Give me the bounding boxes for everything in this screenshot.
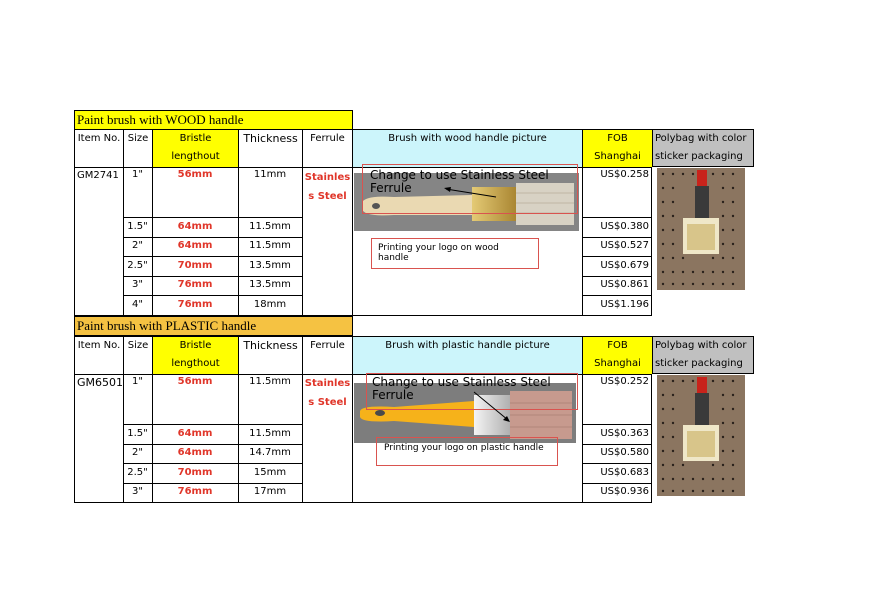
header-bristle-l2: lengthout <box>171 358 220 369</box>
header-picture: Brush with wood handle picture <box>352 129 582 167</box>
wood-thickness: 13.5mm <box>249 279 291 290</box>
header-pack-l2: sticker packaging <box>655 358 743 369</box>
wood-header-row <box>74 129 754 167</box>
wood-price: US$0.527 <box>600 240 649 251</box>
plastic-thickness: 11.5mm <box>249 428 291 439</box>
header-bristle <box>152 129 238 167</box>
wood-item-no: GM2741 <box>77 170 119 181</box>
wood-size: 1" <box>132 169 143 180</box>
plastic-packaging-image <box>657 375 745 496</box>
wood-size: 1.5" <box>127 221 148 232</box>
wood-callout-l2: Ferrule <box>370 181 412 195</box>
header-picture: Brush with plastic handle picture <box>352 336 582 374</box>
plastic-thickness: 14.7mm <box>249 447 291 458</box>
wood-section-title: Paint brush with WOOD handle <box>74 110 353 130</box>
plastic-ferrule-l2: s Steel <box>308 397 347 408</box>
plastic-price: US$0.683 <box>600 467 649 478</box>
wood-thickness: 11.5mm <box>249 240 291 251</box>
plastic-callout-l1: Change to use Stainless Steel <box>372 375 551 389</box>
header-pack-l1: Polybag with color <box>655 340 747 351</box>
header-pack-l2: sticker packaging <box>655 151 743 162</box>
wood-row <box>123 279 652 293</box>
header-thickness: Thickness <box>238 336 302 374</box>
wood-row <box>123 299 652 313</box>
header-packaging <box>652 129 754 167</box>
wood-price: US$1.196 <box>600 299 649 310</box>
header-bristle-l1: Bristle <box>179 133 212 144</box>
plastic-price: US$0.580 <box>600 447 649 458</box>
plastic-header-row <box>74 336 754 374</box>
wood-ferrule-l2: s Steel <box>308 191 347 202</box>
wood-callout-l1: Change to use Stainless Steel <box>370 168 549 182</box>
plastic-row <box>123 486 652 500</box>
wood-length: 70mm <box>177 260 213 271</box>
wood-thickness: 13.5mm <box>249 260 291 271</box>
plastic-length: 64mm <box>177 428 213 439</box>
wood-price: US$0.679 <box>600 260 649 271</box>
wood-price: US$0.380 <box>600 221 649 232</box>
plastic-thickness: 17mm <box>253 486 287 497</box>
plastic-price: US$0.252 <box>600 376 649 387</box>
header-size: Size <box>123 129 152 167</box>
header-bristle-l2: lengthout <box>171 151 220 162</box>
plastic-section-title: Paint brush with PLASTIC handle <box>74 316 353 336</box>
wood-size: 4" <box>132 299 143 310</box>
header-packaging <box>652 336 754 374</box>
header-bristle-l1: Bristle <box>179 340 212 351</box>
header-bristle <box>152 336 238 374</box>
header-size: Size <box>123 336 152 374</box>
wood-thickness: 11mm <box>253 169 287 180</box>
header-pack-l1: Polybag with color <box>655 133 747 144</box>
header-fob: FOB Shanghai <box>582 129 652 167</box>
plastic-length: 70mm <box>177 467 213 478</box>
plastic-length: 64mm <box>177 447 213 458</box>
wood-size: 3" <box>132 279 143 290</box>
wood-logo-l1: Printing your logo on wood <box>378 243 499 253</box>
plastic-row <box>123 467 652 481</box>
wood-size: 2" <box>132 240 143 251</box>
wood-size: 2.5" <box>127 260 148 271</box>
wood-ferrule-l1: Stainles <box>304 172 351 183</box>
wood-length: 76mm <box>177 279 213 290</box>
wood-logo-callout <box>378 243 536 263</box>
header-item-no: Item No. <box>74 129 123 167</box>
wood-length: 76mm <box>177 299 213 310</box>
wood-length: 56mm <box>177 169 213 180</box>
header-item-no: Item No. <box>74 336 123 374</box>
plastic-logo-callout: Printing your logo on plastic handle <box>384 443 544 453</box>
plastic-length: 56mm <box>177 376 213 387</box>
wood-length: 64mm <box>177 240 213 251</box>
arrow-icon <box>440 183 500 203</box>
plastic-size: 1" <box>132 376 143 387</box>
header-ferrule: Ferrule <box>302 129 352 167</box>
wood-price: US$0.861 <box>600 279 649 290</box>
plastic-size: 3" <box>132 486 143 497</box>
plastic-callout-l2: Ferrule <box>372 388 414 402</box>
wood-logo-l2: handle <box>378 253 409 263</box>
wood-packaging-image <box>657 168 745 290</box>
wood-price: US$0.258 <box>600 169 649 180</box>
plastic-ferrule-l1: Stainles <box>304 378 351 389</box>
plastic-size: 2" <box>132 447 143 458</box>
plastic-item-no: GM6501 <box>77 376 124 389</box>
plastic-size: 1.5" <box>127 428 148 439</box>
plastic-price: US$0.936 <box>600 486 649 497</box>
wood-thickness: 11.5mm <box>249 221 291 232</box>
header-thickness: Thickness <box>238 129 302 167</box>
plastic-thickness: 15mm <box>253 467 287 478</box>
wood-thickness: 18mm <box>253 299 287 310</box>
wood-length: 64mm <box>177 221 213 232</box>
plastic-length: 76mm <box>177 486 213 497</box>
plastic-thickness: 11.5mm <box>249 376 291 387</box>
header-fob: FOB Shanghai <box>582 336 652 374</box>
arrow-icon <box>468 388 518 428</box>
plastic-price: US$0.363 <box>600 428 649 439</box>
plastic-size: 2.5" <box>127 467 148 478</box>
header-ferrule: Ferrule <box>302 336 352 374</box>
